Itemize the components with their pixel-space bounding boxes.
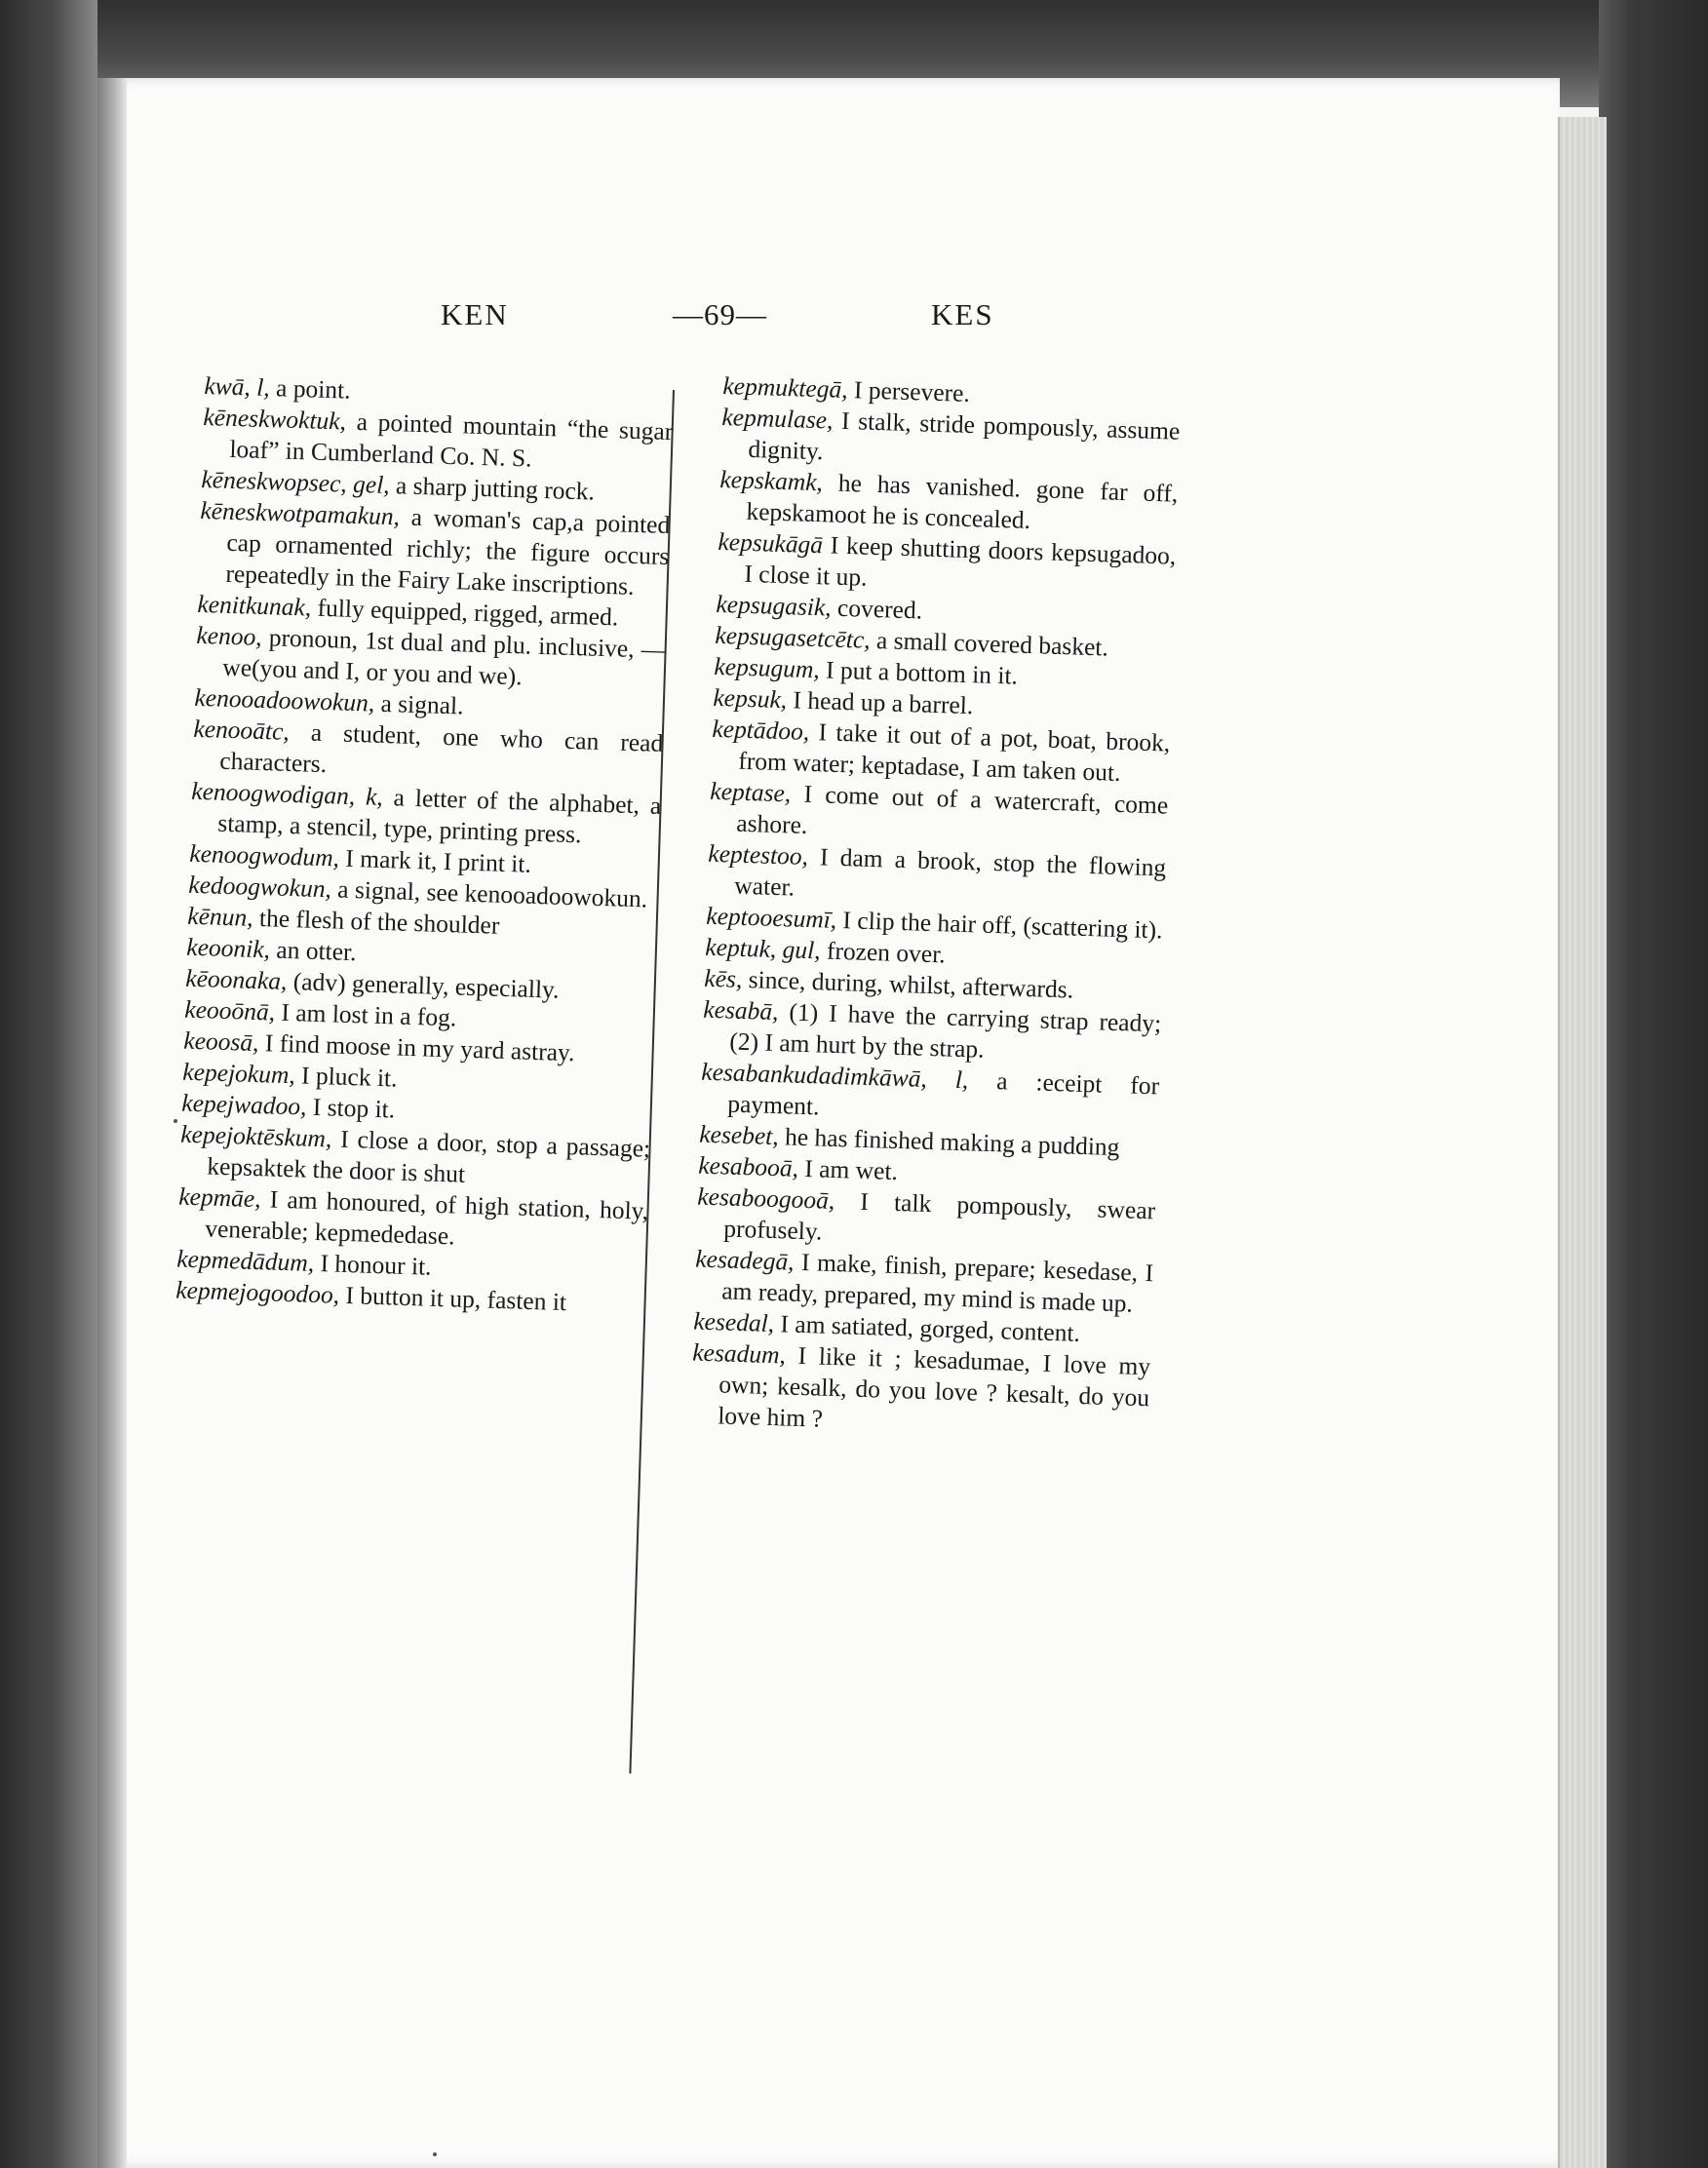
book-page-edges xyxy=(1558,117,1607,2168)
running-header-right: KES xyxy=(931,297,994,331)
headword: kēs, xyxy=(703,963,743,993)
definition: I mark it, I print it. xyxy=(338,843,532,878)
definition: I button it up, fasten it xyxy=(338,1280,567,1317)
definition: covered. xyxy=(831,593,923,625)
headword: keoonik, xyxy=(185,932,271,964)
left-column xyxy=(175,370,675,1321)
headword: keooōnā, xyxy=(183,994,276,1026)
definition: I take it out of a pot, boat, brook, from water; keptadase, I am taken out. xyxy=(737,716,1171,787)
dictionary-entry xyxy=(198,495,671,603)
definition: he has finished making a pudding xyxy=(778,1122,1120,1162)
definition: I am satiated, gorged, content. xyxy=(773,1309,1081,1347)
definition: a small covered basket. xyxy=(870,625,1109,662)
headword: keptooesumī, xyxy=(705,901,837,934)
headword: kesebet, xyxy=(698,1119,780,1151)
headword: keptuk, gul, xyxy=(704,932,822,965)
dictionary-entry xyxy=(690,1337,1151,1446)
definition: the flesh of the shoulder xyxy=(252,903,500,940)
headword: kesadegā, xyxy=(694,1244,796,1276)
scanner-background-left xyxy=(0,0,97,2168)
headword: kenoo, xyxy=(196,620,263,651)
definition: I stop it. xyxy=(306,1092,396,1124)
headword: kepmāe, xyxy=(177,1181,262,1214)
headword: kesadum, xyxy=(691,1337,787,1370)
headword: kepsugasik, xyxy=(716,589,833,622)
headword: kenooātc, xyxy=(193,714,291,746)
definition: (adv) generally, especially. xyxy=(287,966,560,1004)
headword: kedoogwokun, xyxy=(187,870,332,904)
headword: keptestoo, xyxy=(707,838,809,871)
headword: kenoogwodum, xyxy=(188,838,340,872)
right-column xyxy=(690,370,1182,1445)
speck xyxy=(174,1119,177,1123)
headword: kepsuk, xyxy=(713,682,788,715)
definition: I find moose in my yard astray. xyxy=(258,1028,575,1067)
definition: frozen over. xyxy=(820,936,947,969)
definition: a :eceipt for payment. xyxy=(726,1065,1160,1121)
definition: I close a door, stop a passage; kepsaktek the door is shut xyxy=(206,1124,651,1188)
headword: kēoonaka, xyxy=(184,963,288,995)
headword: keptase, xyxy=(709,776,792,808)
definition: I come out of a watercraft, come ashore. xyxy=(735,779,1169,839)
definition: I keep shutting doors kepsugadoo, I close it up. xyxy=(744,530,1177,592)
headword: keoosā, xyxy=(182,1026,260,1058)
definition: (1) I have the carrying strap ready; (2) I am hurt by the strap. xyxy=(728,997,1162,1064)
definition: a letter of the alphabet, a stamp, a stencil, type, printing press. xyxy=(216,782,662,849)
definition: since, during, whilst, afterwards. xyxy=(741,964,1074,1004)
definition: I am lost in a fog. xyxy=(274,997,457,1032)
headword: kesabooā, xyxy=(697,1150,799,1182)
definition: he has vanished. gone far off, kepskamoot he is concealed. xyxy=(746,468,1179,534)
headword: kepmulase, xyxy=(721,402,834,435)
headword: kenooadoowokun, xyxy=(194,682,375,717)
headword: kwā, l, xyxy=(204,370,271,403)
headword: kēneskwoktuk, xyxy=(203,402,347,436)
headword: kepejokum, xyxy=(181,1057,296,1090)
definition: I clip the hair off, (scattering it). xyxy=(835,905,1163,945)
headword: kēneskwopsec, gel, xyxy=(201,464,391,500)
headword: kesaboogooā, xyxy=(696,1181,835,1216)
definition: pronoun, 1st dual and plu. inclusive, —we(you and I, or you and we). xyxy=(221,622,667,691)
definition: a pointed mountain “the sugar loaf” in Cumberland Co. N. S. xyxy=(229,406,674,473)
definition: I stalk, stride pompously, assume dignity. xyxy=(748,406,1181,466)
headword: keptādoo, xyxy=(712,714,810,746)
scanner-background-right xyxy=(1599,0,1708,2168)
definition: I dam a brook, stop the flowing water. xyxy=(733,841,1167,902)
headword: kepskamk, xyxy=(719,464,824,497)
definition: I talk pompously, swear profusely. xyxy=(722,1186,1156,1246)
page-number: —69— xyxy=(673,297,767,331)
definition: I put a bottom in it. xyxy=(819,655,1019,690)
definition: a student, one who can read characters. xyxy=(218,716,664,779)
definition: I like it ; kesadumae, I love my own; kesalk, do you love ? kesalt, do you love him ? xyxy=(717,1340,1151,1433)
definition: I persevere. xyxy=(847,375,971,407)
definition: fully equipped, rigged, armed. xyxy=(310,593,619,632)
definition: a point. xyxy=(269,373,352,405)
headword: kepmedādum, xyxy=(175,1244,315,1277)
headword: kepmejogoodoo, xyxy=(175,1275,340,1309)
headword: kesedal, xyxy=(692,1306,775,1338)
headword: kenoogwodigan, k, xyxy=(190,776,384,811)
headword: kepejoktēskum, xyxy=(179,1119,332,1153)
headword: kepsugum, xyxy=(714,651,821,684)
definition: I head up a barrel. xyxy=(786,685,974,720)
definition: I make, finish, prepare; kesedase, I am ready, prepared, my mind is made up. xyxy=(720,1247,1154,1318)
headword: kepsugasetcētc, xyxy=(715,620,872,654)
page-binding-edge xyxy=(97,78,127,2168)
headword: kepejwadoo, xyxy=(180,1088,307,1121)
speck xyxy=(433,2152,437,2156)
headword: kēneskwotpamakun, xyxy=(200,495,401,531)
headword: kēnun, xyxy=(186,901,254,932)
definition: an otter. xyxy=(269,935,357,967)
definition: I am wet. xyxy=(797,1153,899,1186)
headword: kenitkunak, xyxy=(197,589,312,622)
definition: a sharp jutting rock. xyxy=(389,471,596,506)
headword: kesabankudadimkāwā, l, xyxy=(700,1057,969,1095)
headword: kepsukāgā xyxy=(718,526,824,560)
headword: kepmuktegā, xyxy=(722,370,849,405)
definition: a signal. xyxy=(373,688,464,720)
definition: I honour it. xyxy=(313,1248,433,1281)
running-header-left: KEN xyxy=(441,297,509,331)
definition: I am honoured, of high station, holy, venerable; kepmededase. xyxy=(204,1184,649,1251)
headword: kesabā, xyxy=(702,994,780,1026)
definition: I pluck it. xyxy=(294,1061,398,1093)
definition: a woman's cap,a pointed cap ornamented richly; the figure occurs repeatedly in the Fairy Lake inscriptions. xyxy=(225,502,671,600)
definition: a signal, see kenooadoowokun. xyxy=(330,874,648,913)
